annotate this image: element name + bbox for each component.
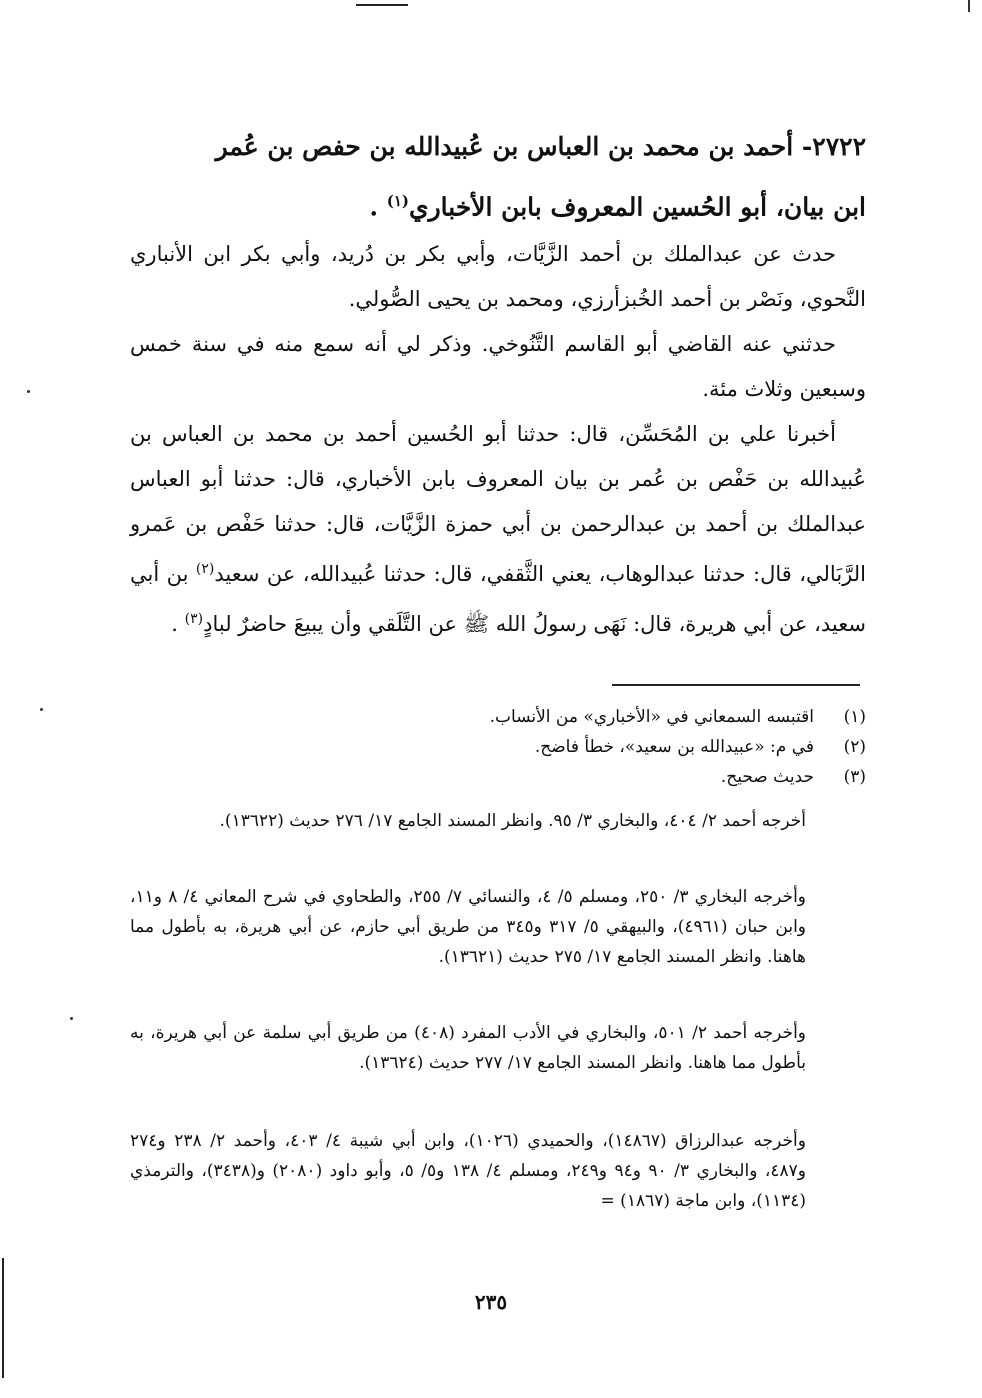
footnote-3 [130, 762, 866, 792]
footnote-text: في م: «عبيدالله بن سعيد»، خطأ فاضح. [534, 737, 814, 757]
hadith-matn: بن أبي سعيد، عن أبي هريرة، قال: نَهَى رسولُ الله ﷺ عن التَّلَقي وأن يبيعَ حاضرٌ لبادٍ [130, 562, 866, 636]
page-edge-line [2, 1258, 4, 1378]
footnote-marker-1: (١) [386, 192, 410, 210]
footnote-1 [130, 702, 866, 732]
footnote-3-reference-3: وأخرجه أحمد ٢/ ٥٠١، والبخاري في الأدب المفرد (٤٠٨) من طريق أبي سلمة عن أبي هريرة، به بأطول مما هاهنا. وانظر المسند الجامع ١٧/ ٢٧٧ حديث (١٣٦٢٤). [130, 1023, 806, 1073]
footnote-marker-2: (٢) [195, 561, 215, 577]
footnote-text: اقتبسه السمعاني في «الأخباري» من الأنساب. [489, 707, 814, 727]
footnote-3-reference-4: وأخرجه عبدالرزاق (١٤٨٦٧)، والحميدي (١٠٢٦)، وابن أبي شيبة ٤/ ٤٠٣، وأحمد ٢/ ٢٣٨ و٢٧٤ و٤٨٧، والبخاري ٣/ ٩٠ و٩٤ و٢٤٩، ومسلم ٤/ ١٣٨ و٥/ ٥، وأبو داود (٢٠٨٠) و(٣٤٣٨)، والترمذي (١١٣٤)، وابن ماجة (١٨٦٧) = [130, 1131, 806, 1211]
paragraph-narrators: حدث عن عبدالملك بن أحمد الزَّيَّات، وأبي بكر بن دُريد، وأبي بكر ابن الأنباري النَّحوي، ونَصْر بن أحمد الخُبزأرزي، ومحمد بن يحيى الصُّولي. [130, 242, 866, 311]
paragraph-hadith [130, 412, 866, 647]
hadith-isnad: أخبرنا علي بن المُحَسِّن، قال: حدثنا أبو الحُسين أحمد بن محمد بن العباس بن عُبيدالله بن حَفْص بن عُمر بن بيان المعروف بابن الأخباري، قال: حدثنا أبو العباس عبدالملك بن أحمد بن عبدالرحمن بن أبي حمزة الزَّيَّات، قال: حدثنا حَفْص بن عَمرو الرَّبَالي، قال: حدثنا عبدالوهاب، يعني الثَّقفي، قال: حدثنا عُبيدالله، عن سعيد [130, 422, 866, 586]
scan-speck [70, 1017, 73, 1020]
paragraph-transmission: حدثني عنه القاضي أبو القاسم التَّنُوخي. وذكر لي أنه سمع منه في سنة خمس وسبعين وثلاث مئة. [130, 332, 866, 401]
entry-heading-end: . [369, 192, 387, 222]
footnotes [130, 702, 866, 792]
footnote-2 [130, 732, 866, 762]
top-rule [356, 4, 408, 6]
page-number: ٢٣٥ [474, 1290, 508, 1314]
footnote-number: (٢) [843, 737, 866, 757]
entry-heading-line2 [130, 174, 866, 234]
scan-speck [40, 708, 43, 711]
footnote-3-reference-2: وأخرجه البخاري ٣/ ٢٥٠، ومسلم ٥/ ٤، والنسائي ٧/ ٢٥٥، والطحاوي في شرح المعاني ٤/ ٨ و١١، وابن حبان (٤٩٦١)، والبيهقي ٥/ ٣١٧ و٣٤٥ من طريق أبي حازم، عن أبي هريرة، به بأطول مما هاهنا. وانظر المسند الجامع ١٧/ ٢٧٥ حديث (١٣٦٢١). [130, 887, 807, 967]
entry-heading [130, 120, 866, 234]
footnote-separator [612, 684, 860, 686]
footnote-number: (٣) [843, 767, 866, 787]
footnote-3-reference-1: أخرجه أحمد ٢/ ٤٠٤، والبخاري ٣/ ٩٥. وانظر المسند الجامع ١٧/ ٢٧٦ حديث (١٣٦٢٢). [219, 811, 806, 831]
corner-mark [968, 0, 970, 12]
footnote-number: (١) [843, 707, 866, 727]
scan-speck [27, 390, 30, 393]
entry-heading-name: ابن بيان، أبو الحُسين المعروف بابن الأخباري [409, 192, 866, 222]
footnote-marker-3: (٣) [184, 611, 204, 627]
hadith-end: . [171, 612, 185, 636]
footnote-text: حديث صحيح. [720, 767, 814, 787]
entry-heading-line1: ٢٧٢٢- أحمد بن محمد بن العباس بن عُبيدالله بن حفص بن عُمر [215, 132, 866, 161]
